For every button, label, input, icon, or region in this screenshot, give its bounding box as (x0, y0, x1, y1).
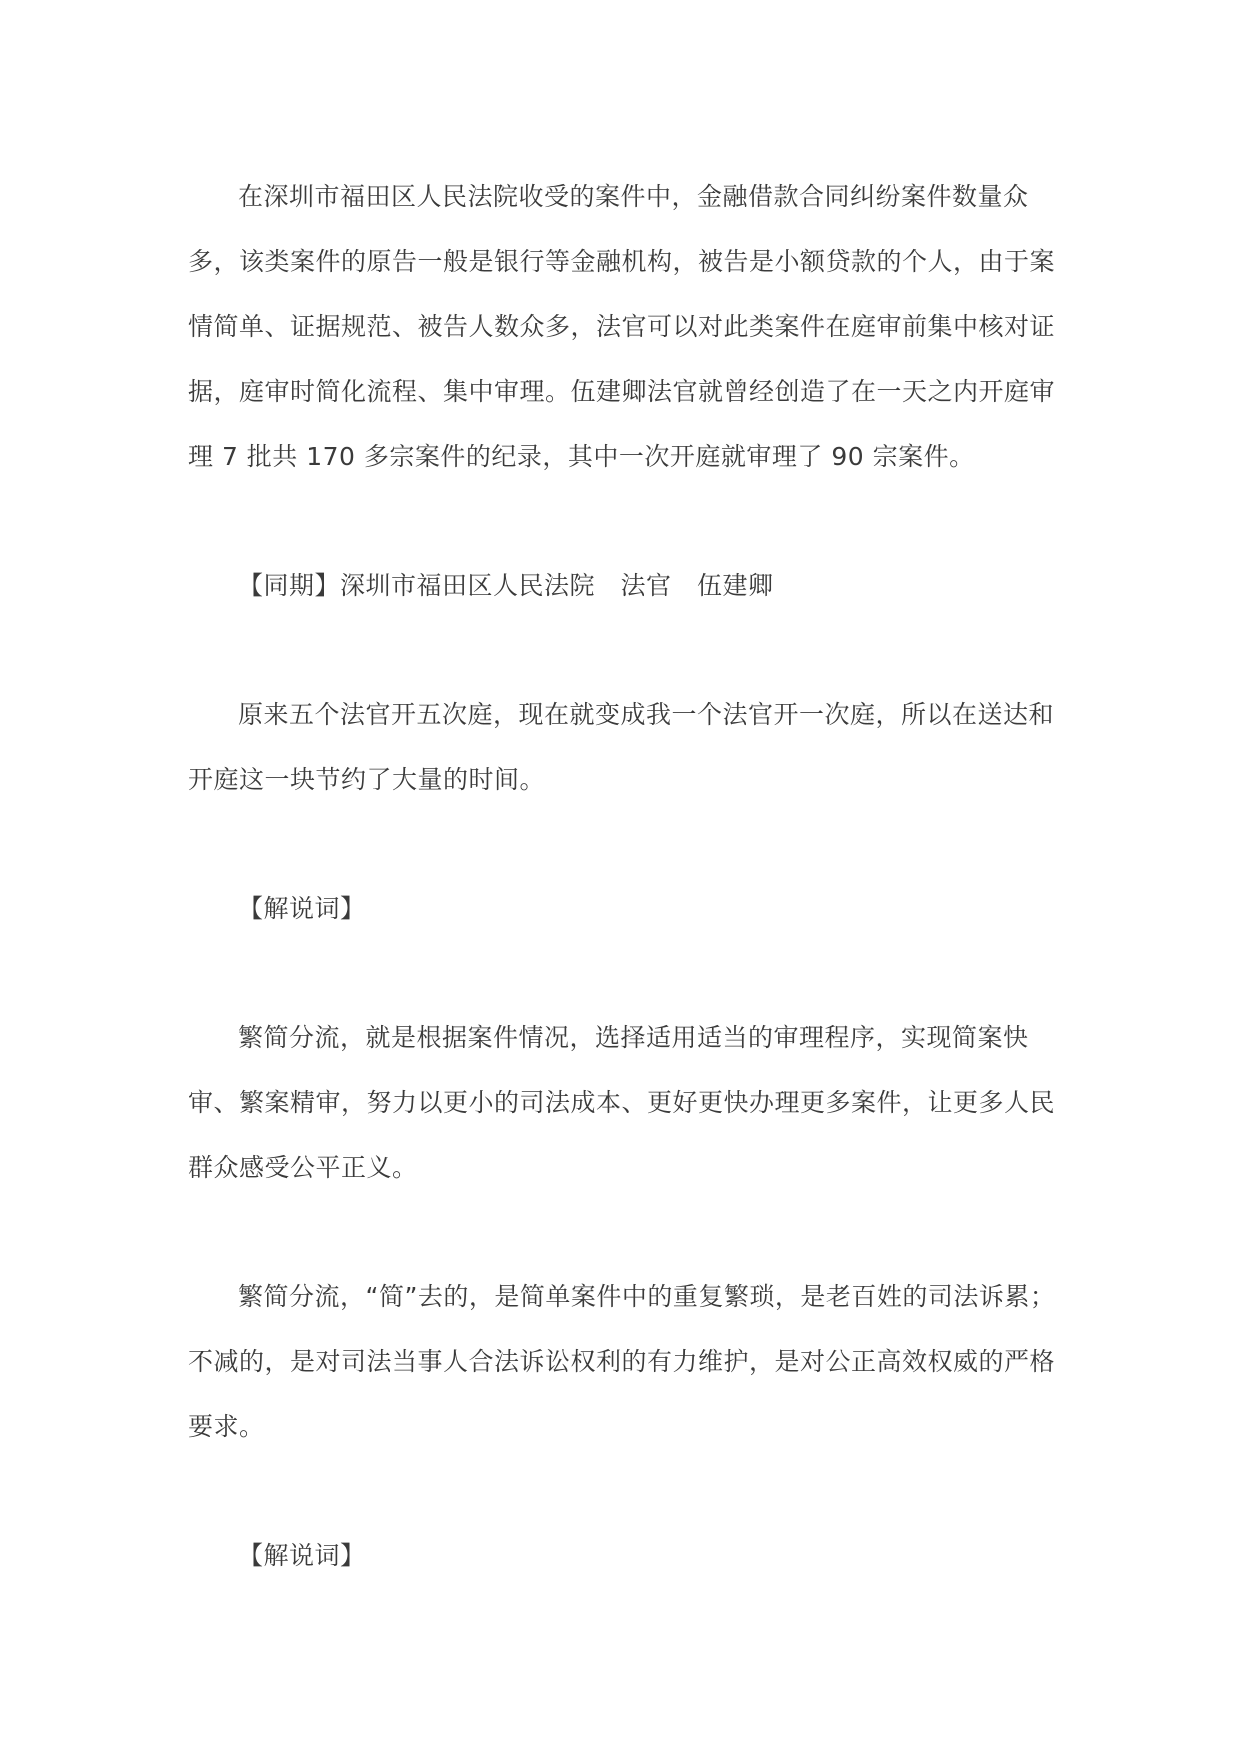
paragraph-spacer (188, 1459, 1068, 1523)
paragraph-spacer (188, 618, 1068, 682)
paragraph-spacer (188, 941, 1068, 1005)
paragraph-case-diversion: 繁简分流，就是根据案件情况，选择适用适当的审理程序，实现简案快审、繁案精审，努力以更小的司法成本、更好更快办理更多案件，让更多人民群众感受公平正义。 (188, 1023, 1056, 1182)
document-body (188, 164, 1068, 1588)
narration-label: 【解说词】 (238, 1541, 366, 1570)
paragraph-spacer (188, 812, 1068, 876)
paragraph-spacer (188, 489, 1068, 553)
paragraph-judge-quote: 原来五个法官开五次庭，现在就变成我一个法官开一次庭，所以在送达和开庭这一块节约了大量的时间。 (188, 700, 1055, 794)
paragraph-spacer (188, 1200, 1068, 1264)
paragraph-simplification: 繁简分流，“简”去的，是简单案件中的重复繁琐，是老百姓的司法诉累；不减的，是对司法当事人合法诉讼权利的有力维护，是对公正高效权威的严格要求。 (188, 1282, 1056, 1441)
paragraph-financial-loan-cases: 在深圳市福田区人民法院收受的案件中，金融借款合同纠纷案件数量众多，该类案件的原告一般是银行等金融机构，被告是小额贷款的个人，由于案情简单、证据规范、被告人数众多，法官可以对此类案件在庭审前集中核对证据，庭审时简化流程、集中审理。伍建卿法官就曾经创造了在一天之内开庭审理 7 批共 170 多宗案件的纪录，其中一次开庭就审理了 90 宗案件。 (188, 182, 1056, 471)
concurrent-label: 【同期】深圳市福田区人民法院 法官 伍建卿 (238, 571, 774, 600)
narration-label: 【解说词】 (238, 894, 366, 923)
